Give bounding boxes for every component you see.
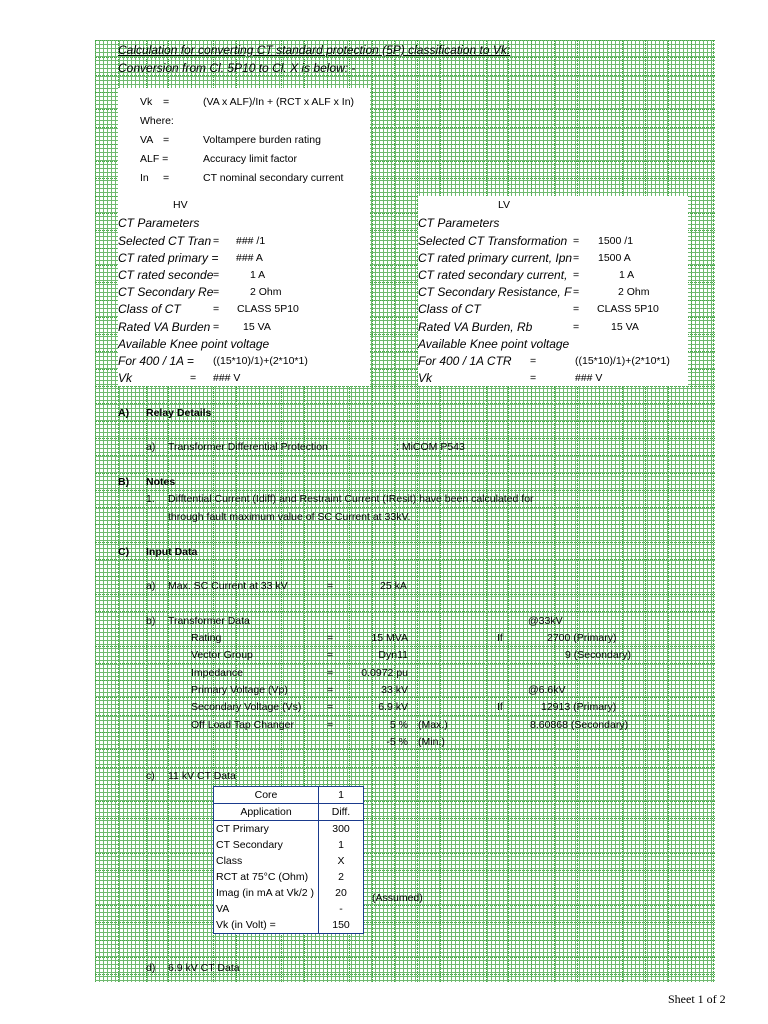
- grid-row-line: [95, 40, 715, 41]
- transformer-row-eq: =: [327, 701, 334, 713]
- grid-row-line: [95, 697, 715, 698]
- section-b-title: Notes: [146, 476, 176, 488]
- transformer-row-result: 2700 (Primary): [547, 632, 617, 644]
- transformer-row-eq: =: [327, 667, 334, 679]
- grid-row-line: [95, 559, 715, 560]
- grid-col-line: [645, 40, 646, 982]
- hv-row-label: CT rated seconde: [118, 268, 214, 282]
- ct-table-row: [214, 821, 364, 838]
- ct-table-label: Imag (in mA at Vk/2 ): [214, 885, 319, 901]
- grid-row-line: [95, 767, 715, 768]
- lv-row-label: Class of CT: [418, 302, 481, 316]
- def-alf-sym: ALF =: [140, 153, 169, 165]
- lv-row-val: 2 Ohm: [618, 286, 650, 298]
- lv-row-label: CT rated secondary current,: [418, 268, 568, 282]
- ct-table-row: [214, 787, 364, 804]
- sc-item-eq: =: [327, 580, 334, 592]
- grid-row-line: [95, 922, 715, 923]
- lv-row-label: Selected CT Transformation: [418, 234, 568, 248]
- grid-col-line: [691, 40, 692, 982]
- ct-table-value: 150: [319, 917, 364, 934]
- hv-params: CT Parameters: [118, 216, 200, 230]
- def-alf-desc: Accuracy limit factor: [203, 153, 297, 165]
- ct69-item-num: d): [146, 962, 156, 974]
- hv-row-label: Class of CT: [118, 302, 181, 316]
- transformer-row-result: 9 (Secondary): [565, 649, 631, 661]
- ct-item-num: c): [146, 770, 155, 782]
- grid-row-line: [95, 801, 715, 802]
- section-a-num: A): [118, 407, 130, 419]
- grid-row-line: [95, 628, 715, 629]
- ct-table-row: [214, 901, 364, 917]
- ct-table-row: [214, 837, 364, 853]
- grid-row-line: [95, 455, 715, 456]
- transformer-row-value: 33 kV: [381, 684, 408, 696]
- hv-for-label: For 400 / 1A =: [118, 354, 194, 368]
- transformer-row-if: (Max.): [418, 719, 448, 731]
- lv-row-val: 1 A: [619, 269, 635, 281]
- grid-row-line: [95, 663, 715, 664]
- hv-row-eq: =: [213, 269, 220, 281]
- page-footer: Sheet 1 of 2: [668, 992, 726, 1006]
- ct-table-row: [214, 917, 364, 934]
- lv-row-val: 1500 /1: [598, 235, 634, 247]
- section-a-title: Relay Details: [146, 407, 212, 419]
- transformer-row-value: 0.0972 pu: [361, 667, 408, 679]
- grid-col-line: [508, 40, 509, 982]
- hv-for-expr: ((15*10)/1)+(2*10*1): [213, 355, 308, 367]
- hv-row-label: Rated VA Burden: [118, 320, 211, 334]
- ct-table-label: Application: [214, 804, 319, 821]
- ct69-item-text: 6.9 kV CT Data: [168, 962, 240, 974]
- lv-row-eq: =: [573, 235, 580, 247]
- transformer-row-result: 12913 (Primary): [541, 701, 617, 713]
- transformer-row-label: Off Load Tap Changer: [191, 719, 294, 731]
- lv-row-eq: =: [573, 321, 580, 333]
- ct-table-value: 1: [319, 787, 364, 804]
- ct-table-row: [214, 804, 364, 821]
- ct-table-label: RCT at 75°C (Ohm): [214, 869, 319, 885]
- hv-row-label: CT rated primary =: [118, 251, 219, 265]
- relay-item-num: a): [146, 441, 156, 453]
- grid-row-line: [95, 438, 715, 439]
- ct-table-value: 2: [319, 869, 364, 885]
- grid-col-line: [440, 40, 441, 982]
- transformer-row-value: Dyn11: [378, 649, 408, 661]
- grid-row-line: [95, 888, 715, 889]
- lv-row-val: CLASS 5P10: [597, 303, 659, 315]
- header-line1: Calculation for converting CT standard protection (5P) classification to Vk:: [118, 43, 511, 57]
- transformer-row-eq: =: [327, 684, 334, 696]
- def-va-eq: =: [163, 134, 170, 146]
- grid-row-line: [95, 836, 715, 837]
- lv-row-label: CT rated primary current, Ipn: [418, 251, 573, 265]
- lv-params: CT Parameters: [418, 216, 500, 230]
- grid-row-line: [95, 594, 715, 595]
- hv-row-eq: =: [213, 321, 220, 333]
- grid-col-line: [599, 40, 600, 982]
- grid-row-line: [95, 940, 715, 941]
- transformer-row-value: -5 %: [386, 736, 408, 748]
- hv-row-eq: =: [213, 235, 220, 247]
- grid-row-line: [95, 732, 715, 733]
- grid-row-line: [95, 421, 715, 422]
- assumed-note: (Assumed): [372, 892, 423, 904]
- lv-knee: Available Knee point voltage: [418, 337, 570, 351]
- section-c-title: Input Data: [146, 546, 198, 558]
- ct-table-label: CT Secondary: [214, 837, 319, 853]
- ct-table-row: [214, 869, 364, 885]
- hv-row-val: ### /1: [236, 235, 266, 247]
- sc-item-text: Max. SC Current at 33 kV: [168, 580, 288, 592]
- transformer-row-if: If: [497, 701, 503, 713]
- lv-for-eq: =: [530, 355, 537, 367]
- def-in-sym: In: [140, 172, 149, 184]
- grid-row-line: [95, 715, 715, 716]
- transformer-row-value: 5 %: [389, 719, 408, 731]
- transformer-row-label: Secondary Voltage (Vs): [191, 701, 302, 713]
- lv-row-eq: =: [573, 269, 580, 281]
- grid-row-line: [95, 957, 715, 958]
- hv-row-val: CLASS 5P10: [237, 303, 299, 315]
- grid-row-line: [95, 507, 715, 508]
- grid-row-line: [95, 386, 715, 387]
- transformer-row-if: If: [497, 632, 503, 644]
- lv-title: LV: [498, 199, 511, 211]
- transformer-row-value: 15 MVA: [371, 632, 408, 644]
- ct-table-label: Vk (in Volt) =: [214, 917, 319, 934]
- grid-col-line: [713, 40, 714, 982]
- ct-item-text: 11 kV CT Data: [168, 770, 236, 782]
- grid-row-line: [95, 680, 715, 681]
- lv-row-eq: =: [573, 252, 580, 264]
- ct-table-label: Core: [214, 787, 319, 804]
- grid-col-line: [622, 40, 623, 982]
- ct-data-table: [213, 786, 364, 934]
- header-line2: Conversion from Cl. 5P10 to Cl. X is below: -: [118, 61, 356, 75]
- def-in-desc: CT nominal secondary current: [203, 172, 344, 184]
- grid-row-line: [95, 403, 715, 404]
- ct-table-value: X: [319, 853, 364, 869]
- hv-row-eq: =: [213, 303, 220, 315]
- note-text-line2: through fault maximum value of SC Current at 33kV.: [168, 511, 411, 523]
- grid-row-line: [95, 57, 715, 58]
- grid-col-line: [417, 40, 418, 982]
- grid-row-line: [95, 524, 715, 525]
- grid-row-line: [95, 853, 715, 854]
- lv-row-val: 1500 A: [598, 252, 631, 264]
- hv-row-val: 1 A: [250, 269, 266, 281]
- at-66kv-label: @6.6kV: [528, 684, 566, 696]
- grid-row-line: [95, 870, 715, 871]
- formula-vk-label: Vk: [140, 96, 153, 108]
- lv-row-label: Rated VA Burden, Rb: [418, 320, 533, 334]
- hv-row-label: CT Secondary Re: [118, 285, 214, 299]
- grid-col-line: [554, 40, 555, 982]
- relay-item-text: Transformer Differential Protection: [168, 441, 328, 453]
- def-in-eq: =: [163, 172, 170, 184]
- def-va-sym: VA: [140, 134, 154, 146]
- formula-expression: (VA x ALF)/In + (RCT x ALF x In): [203, 96, 355, 108]
- ct-table-label: Class: [214, 853, 319, 869]
- transformer-row-if: (Min.): [418, 736, 445, 748]
- note-text-line1: Difftential Current (Idiff) and Restraint Current (IResit) have been calculated for: [168, 493, 534, 505]
- grid-row-line: [95, 749, 715, 750]
- lv-vk-eq: =: [530, 372, 537, 384]
- transformer-row-value: 6.9 kV: [378, 701, 408, 713]
- grid-row-line: [95, 576, 715, 577]
- transformer-row-result: 8.60868 (Secondary): [530, 719, 629, 731]
- ct-table-row: [214, 885, 364, 901]
- transformer-row-eq: =: [327, 632, 334, 644]
- grid-row-line: [95, 905, 715, 906]
- transformer-row-label: Impedance: [191, 667, 243, 679]
- ct-table-value: 1: [319, 837, 364, 853]
- relay-item-value: : MiCOM P543: [396, 441, 465, 453]
- transformer-item-num: b): [146, 615, 156, 627]
- sc-item-value: 25 kA: [380, 580, 407, 592]
- def-va-desc: Voltampere burden rating: [203, 134, 321, 146]
- sc-item-num: a): [146, 580, 156, 592]
- lv-for-expr: ((15*10)/1)+(2*10*1): [575, 355, 670, 367]
- grid-row-line: [95, 542, 715, 543]
- lv-row-eq: =: [573, 303, 580, 315]
- hv-vk-label: Vk: [118, 371, 133, 385]
- transformer-row-eq: =: [327, 649, 334, 661]
- hv-vk-val: ### V: [213, 372, 241, 384]
- transformer-row-label: Primary Voltage (Vp): [191, 684, 288, 696]
- grid-col-line: [577, 40, 578, 982]
- lv-vk-label: Vk: [418, 371, 433, 385]
- hv-row-val: 2 Ohm: [250, 286, 282, 298]
- grid-row-line: [95, 473, 715, 474]
- grid-row-line: [95, 784, 715, 785]
- hv-row-eq: =: [213, 286, 220, 298]
- lv-row-eq: =: [573, 286, 580, 298]
- hv-row-label: Selected CT Tran: [118, 234, 212, 248]
- ct-table-value: -: [319, 901, 364, 917]
- hv-title: HV: [173, 199, 188, 211]
- grid-row-line: [95, 611, 715, 612]
- transformer-item-text: Transformer Data: [168, 615, 250, 627]
- section-c-num: C): [118, 546, 130, 558]
- grid-col-line: [668, 40, 669, 982]
- hv-row-val: 15 VA: [243, 321, 271, 333]
- section-b-num: B): [118, 476, 130, 488]
- ct-table-value: 20: [319, 885, 364, 901]
- grid-row-line: [95, 818, 715, 819]
- transformer-row-label: Rating: [191, 632, 222, 644]
- grid-row-line: [95, 646, 715, 647]
- note-num: 1.: [146, 493, 155, 505]
- at-33kv-label: @33kV: [528, 615, 563, 627]
- grid-col-line: [95, 40, 96, 982]
- ct-table-value: 300: [319, 821, 364, 838]
- lv-vk-val: ### V: [575, 372, 603, 384]
- grid-col-line: [531, 40, 532, 982]
- grid-row-line: [95, 490, 715, 491]
- transformer-row-label: Vector Group: [191, 649, 253, 661]
- grid-row-line: [95, 75, 715, 76]
- lv-row-val: 15 VA: [611, 321, 639, 333]
- formula-eq: =: [163, 96, 170, 108]
- transformer-row-eq: =: [327, 719, 334, 731]
- hv-row-val: ### A: [236, 252, 263, 264]
- ct-table-value: Diff.: [319, 804, 364, 821]
- ct-table-label: VA: [214, 901, 319, 917]
- ct-table-row: [214, 853, 364, 869]
- formula-where: Where:: [140, 115, 174, 127]
- hv-vk-eq: =: [190, 372, 197, 384]
- hv-knee: Available Knee point voltage: [118, 337, 270, 351]
- grid-col-line: [463, 40, 464, 982]
- ct-table-label: CT Primary: [214, 821, 319, 838]
- grid-col-line: [486, 40, 487, 982]
- lv-for-label: For 400 / 1A CTR: [418, 354, 512, 368]
- lv-row-label: CT Secondary Resistance, F: [418, 285, 572, 299]
